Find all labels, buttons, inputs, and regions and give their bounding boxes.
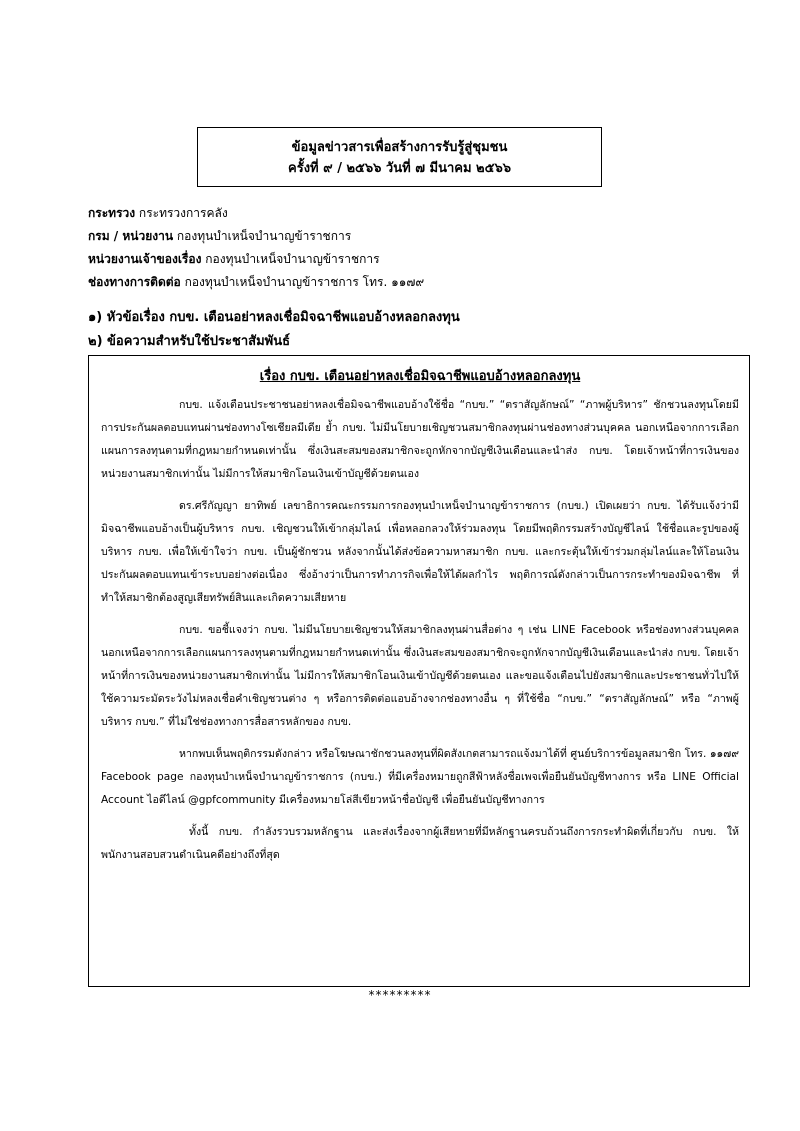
- document-header-box: [197, 127, 602, 187]
- paragraph-5: ทั้งนี้ กบข. กำลังรวบรวมหลักฐาน และส่งเรื่องจากผู้เสียหายที่มีหลักฐานครบถ้วนถึงการกระทำผิดที่เกี่ยวกับ กบข. ให้พนักงานสอบสวนดำเนินคดีอย่างถึงที่สุด: [101, 826, 739, 861]
- pr-message-heading: ๒) ข้อความสำหรับใช้ประชาสัมพันธ์: [88, 334, 291, 349]
- owner-row: [88, 248, 748, 271]
- paragraph-4: หากพบเห็นพฤติกรรมดังกล่าว หรือโฆษณาชักชวนลงทุนที่ผิดสังเกตสามารถแจ้งมาได้ที่ ศูนย์บริการข้อมูลสมาชิก โทร. ๑๑๗๙ Facebook page กองทุนบำเหน็จบำนาญข้าราชการ (กบข.) ที่มีเครื่องหมายถูกสีฟ้าหลังชื่อเพจเพื่อยืนยันบัญชีทางการ หรือ LINE Official Account ไอดีไลน์ @gpfcommunity มีเครื่องหมายโล่สีเขียวหน้าชื่อบัญชี เพื่อยืนยันบัญชีทางการ: [101, 748, 739, 806]
- pr-message-title: เรื่อง กบข. เตือนอย่าหลงเชื่อมิจฉาชีพแอบอ้างหลอกลงทุน: [259, 369, 581, 384]
- contact-label: ช่องทางการติดต่อ: [88, 275, 181, 289]
- pr-message-box: [88, 355, 750, 987]
- ministry-row: [88, 202, 748, 225]
- topic-heading: ๑) หัวข้อเรื่อง กบข. เตือนอย่าหลงเชื่อมิจฉาชีพแอบอ้างหลอกลงทุน: [88, 310, 460, 325]
- department-row: [88, 225, 748, 248]
- contact-row: [88, 271, 748, 294]
- paragraph-3: กบข. ขอชี้แจงว่า กบข. ไม่มีนโยบายเชิญชวนให้สมาชิกลงทุนผ่านสื่อต่าง ๆ เช่น LINE Facebook หรือช่องทางส่วนบุคคล นอกเหนือจากการเลือกแผนการลงทุนตามที่กฎหมายกำหนดเท่านั้น ซึ่งเงินสะสมของสมาชิกจะถูกหักจากบัญชีเงินเดือนและนำส่ง กบข. โดยเจ้าหน้าที่การเงินของหน่วยงานสมาชิกเท่านั้น ไม่มีการให้สมาชิกโอนเงินเข้าบัญชีด้วยตนเอง และขอแจ้งเตือนไปยังสมาชิกและประชาชนทั่วไปให้ใช้ความระมัดระวังไม่หลงเชื่อคำเชิญชวนต่าง ๆ หรือการติดต่อแอบอ้างจากช่องทางอื่น ๆ ที่ใช้ชื่อ “กบข.” “ตราสัญลักษณ์” หรือ “ภาพผู้บริหาร กบข.” ที่ไม่ใช่ช่องทางการสื่อสารหลักของ กบข.: [101, 624, 739, 728]
- paragraph-2: ดร.ศรีกัญญา ยาทิพย์ เลขาธิการคณะกรรมการกองทุนบำเหน็จบำนาญข้าราชการ (กบข.) เปิดเผยว่า กบข. ได้รับแจ้งว่ามีมิจฉาชีพแอบอ้างเป็นผู้บริหาร กบข. เชิญชวนให้เข้ากลุ่มไลน์ เพื่อหลอกลวงให้ร่วมลงทุน โดยมีพฤติกรรมสร้างบัญชีไลน์ ใช้ชื่อและรูปของผู้บริหาร กบข. เพื่อให้เข้าใจว่า กบข. เป็นผู้ชักชวน หลังจากนั้นได้ส่งข้อความหาสมาชิก กบข. และกระตุ้นให้เข้าร่วมกลุ่มไลน์และให้โอนเงินประกันผลตอบแทนเข้าระบบอย่างต่อเนื่อง ซึ่งอ้างว่าเป็นการทำภารกิจเพื่อให้ได้ผลกำไร พฤติการณ์ดังกล่าวเป็นการกระทำของมิจฉาชีพ ที่ทำให้สมาชิกต้องสูญเสียทรัพย์สินและเกิดความเสียหาย: [101, 500, 739, 604]
- contact-value: กองทุนบำเหน็จบำนาญข้าราชการ โทร. ๑๑๗๙: [180, 275, 425, 289]
- header-issue-date: ครั้งที่ ๙ / ๒๕๖๖ วันที่ ๗ มีนาคม ๒๕๖๖: [288, 161, 511, 176]
- end-of-document-mark: *********: [368, 988, 432, 1002]
- ministry-value: กระทรวงการคลัง: [135, 206, 228, 220]
- document-metadata: [88, 202, 748, 294]
- owner-value: กองทุนบำเหน็จบำนาญข้าราชการ: [201, 252, 380, 266]
- paragraph-1: กบข. แจ้งเตือนประชาชนอย่าหลงเชื่อมิจฉาชีพแอบอ้างใช้ชื่อ “กบข.” “ตราสัญลักษณ์” “ภาพผู้บริหาร” ชักชวนลงทุนโดยมีการประกันผลตอบแทนผ่านช่องทางโซเชียลมีเดีย ย้ำ กบข. ไม่มีนโยบายเชิญชวนสมาชิกลงทุนผ่านช่องทางส่วนบุคคล นอกเหนือจากการเลือกแผนการลงทุนตามที่กฎหมายกำหนดเท่านั้น ซึ่งเงินสะสมของสมาชิกจะถูกหักจากบัญชีเงินเดือนและนำส่ง กบข. โดยเจ้าหน้าที่การเงินของหน่วยงานสมาชิกเท่านั้น ไม่มีการให้สมาชิกโอนเงินเข้าบัญชีด้วยตนเอง: [101, 399, 739, 480]
- header-title: ข้อมูลข่าวสารเพื่อสร้างการรับรู้สู่ชุมชน: [291, 140, 508, 155]
- department-label: กรม / หน่วยงาน: [88, 229, 174, 243]
- owner-label: หน่วยงานเจ้าของเรื่อง: [88, 252, 202, 266]
- ministry-label: กระทรวง: [88, 206, 136, 220]
- department-value: กองทุนบำเหน็จบำนาญข้าราชการ: [173, 229, 352, 243]
